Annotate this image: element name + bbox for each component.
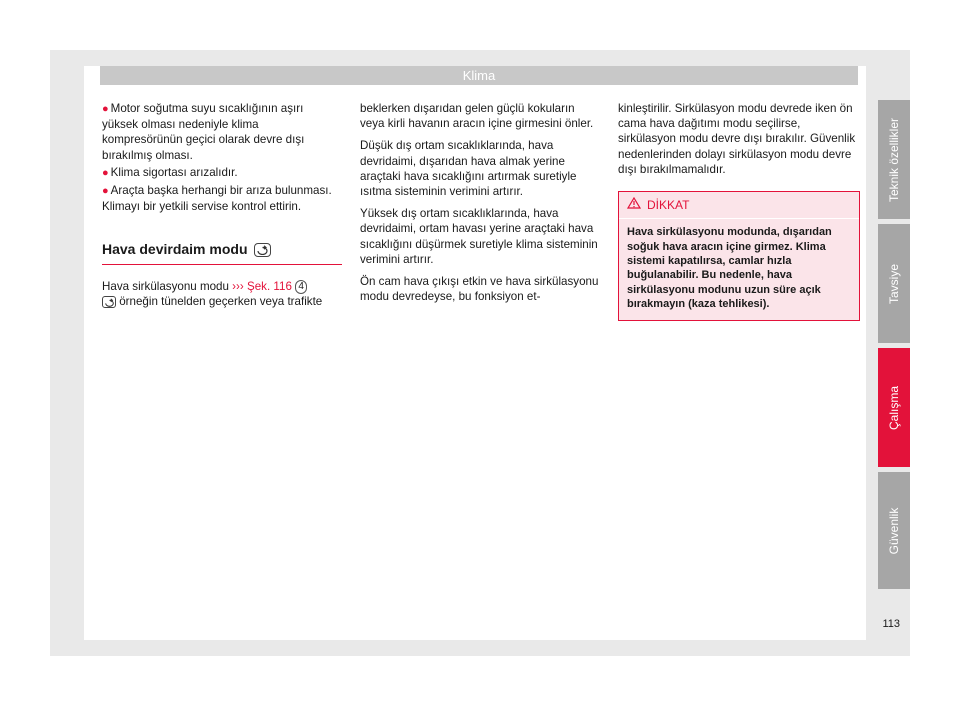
column-3 <box>618 101 860 321</box>
list-item: ● Araçta başka herhangi bir arıza bulunması. Klimayı bir yetkili servise kontrol ettirin. <box>102 184 332 214</box>
warning-box <box>618 191 860 321</box>
paragraph: kinleştirilir. Sirkülasyon modu devrede iken ön cama hava dağıtımı modu seçilirse, sirkülasyon modu devre dışı bırakılır. Güvenlik nedenlerinden dolayı sirkülasyon modu devre dışı bırakılmamalıdır. <box>618 102 856 176</box>
figure-badge: 4 <box>295 280 307 294</box>
section-title: Hava devirdaim modu <box>102 242 342 264</box>
paragraph: Düşük dış ortam sıcaklıklarında, hava devridaimi, dışarıdan hava almak yerine araçtaki hava sıcaklığını artırmak suretiyle ısıtma sisteminin verimini artırır. <box>360 139 577 199</box>
paragraph: Yüksek dış ortam sıcaklıklarında, hava devridaimi, ortam havası yerine araçtaki hava sıcaklığını düşürmek suretiyle klima sisteminin verimini artırır. <box>360 207 598 266</box>
tab-teknik-ozellikler[interactable]: Teknik özellikler <box>878 100 910 219</box>
intro-paragraph: Hava sirkülasyonu modu ››› Şek. 116 4 örneğin tünelden geçerken veya trafikte <box>102 279 323 308</box>
column-2 <box>360 101 602 311</box>
arrow-icon: ››› <box>232 279 244 293</box>
tab-calisma[interactable]: Çalışma <box>878 348 910 467</box>
paragraph: beklerken dışarıdan gelen güçlü kokuların veya kirli havanın aracın içine girmesini önler. <box>360 102 594 131</box>
column-1 <box>102 101 342 309</box>
warning-body: Hava sirkülasyonu modunda, dışarıdan soğuk hava aracın içine girmez. Klima sistemi kapatılırsa, camlar hızla buğulanabilir. Bu nedenle, hava sirkülasyonu modunu uzun süre açık bırakmayın (kaza tehlikesi). <box>627 226 832 311</box>
page-number: 113 <box>882 618 900 630</box>
figure-link[interactable]: Şek. 116 <box>247 279 292 293</box>
warning-title: DİKKAT <box>647 197 690 212</box>
warning-header <box>619 192 859 219</box>
bullet-dot-icon: ● <box>102 185 109 198</box>
tab-guvenlik[interactable]: Güvenlik <box>878 472 910 589</box>
bullet-dot-icon: ● <box>102 103 109 115</box>
page-header: Klima <box>100 66 858 85</box>
list-item: ● Klima sigortası arızalıdır. <box>102 165 238 179</box>
list-item: ● Motor soğutma suyu sıcaklığının aşırı yüksek olması nedeniyle klima kompresörünün geçici olarak devre dışı bırakılmış olması. <box>102 102 305 162</box>
paragraph: Ön cam hava çıkışı etkin ve hava sirkülasyonu modu devredeyse, bu fonksiyon et- <box>360 275 599 304</box>
warning-triangle-icon <box>627 197 641 213</box>
recirculation-icon <box>254 243 271 257</box>
tab-tavsiye[interactable]: Tavsiye <box>878 224 910 343</box>
bullet-dot-icon: ● <box>102 166 109 179</box>
recirculation-icon <box>102 296 116 308</box>
